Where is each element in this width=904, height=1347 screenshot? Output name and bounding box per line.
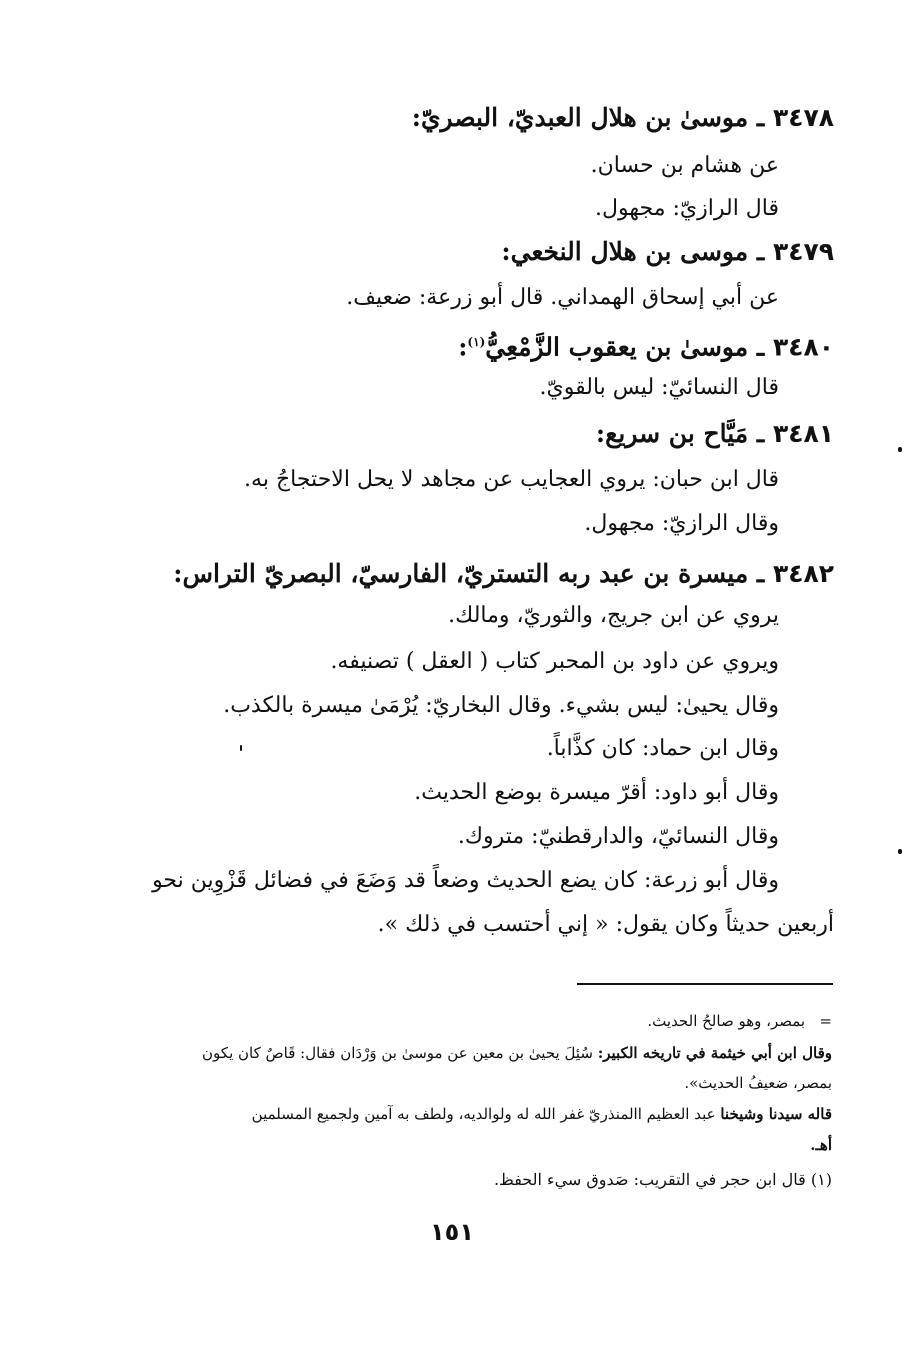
- entry-line: وقال ابن حماد: كان كذَّاباً.: [546, 736, 779, 761]
- continuation-marker: =: [819, 1012, 832, 1030]
- entry-title: ـ موسىٰ بن يعقوب الزَّمْعِيُّ: [485, 332, 765, 362]
- entry-heading: [70, 414, 834, 454]
- entry-title: ـ موسىٰ بن هلال العبديّ، البصريّ:: [411, 103, 765, 132]
- entry-heading: [70, 322, 834, 367]
- entry-number: ٣٤٨٢: [772, 559, 834, 588]
- entry-line: عن أبي إسحاق الهمداني. قال أبو زرعة: ضعيف.: [346, 285, 779, 310]
- footnote-text: عبد العظيم االمنذريّ غفر الله له ولوالديه، ولطف به آمين ولجميع المسلمين: [251, 1105, 716, 1123]
- footnote-text: سُئِلَ يحيىٰ بن معين عن موسىٰ بن وَرْدَان فقال: قَاصٌ كان يكون: [202, 1044, 593, 1062]
- scan-speck: [240, 745, 242, 751]
- entry-title-end: :: [458, 332, 468, 362]
- footnote-note-1: (١) قال ابن حجر في التقريب: صَدوق سيء الحفظ.: [493, 1170, 832, 1189]
- footnote-line: أهـ.: [810, 1136, 832, 1154]
- entry-heading: [70, 554, 834, 594]
- entry-number: ٣٤٧٩: [772, 237, 834, 266]
- entry-line: وقال الرازيّ: مجهول.: [584, 511, 779, 536]
- entry-title: ـ ميسرة بن عبد ربه التستريّ، الفارسيّ، البصريّ التراس:: [173, 559, 765, 588]
- entry-line: عن هشام بن حسان.: [590, 153, 779, 178]
- page-number: ١٥١: [430, 1218, 474, 1246]
- entry-heading: [70, 232, 834, 272]
- entry-number: ٣٤٨١: [772, 419, 834, 448]
- entry-line: يروي عن ابن جريج، والثوريّ، ومالك.: [448, 603, 779, 628]
- scan-speck: [898, 447, 902, 452]
- footnote-separator: [577, 983, 833, 985]
- entry-line: أربعين حديثاً وكان يقول: « إني أحتسب في ذلك ».: [377, 912, 834, 937]
- footnote-line: [72, 1101, 832, 1127]
- entry-line: وقال أبو داود: أقرّ ميسرة بوضع الحديث.: [414, 780, 779, 805]
- entry-line: ويروي عن داود بن المحبر كتاب ( العقل ) تصنيفه.: [330, 649, 779, 674]
- footnote-line: بمصر، ضعيفُ الحديث».: [684, 1074, 832, 1092]
- footnote-continued: [72, 1008, 832, 1034]
- entry-title: ـ موسى بن هلال النخعي:: [501, 237, 765, 266]
- entry-title: ـ مَيَّاح بن سريع:: [595, 419, 765, 448]
- footnote-line: [72, 1040, 832, 1066]
- entry-line: قال الرازيّ: مجهول.: [595, 196, 779, 221]
- entry-line: قال النسائيّ: ليس بالقويّ.: [539, 375, 779, 400]
- entry-line: قال ابن حبان: يروي العجايب عن مجاهد لا يحل الاحتجاجُ به.: [244, 467, 779, 492]
- entry-line: وقال أبو زرعة: كان يضع الحديث وضعاً قد وَضَعَ في فضائل قَزْوِين نحو: [152, 868, 779, 893]
- footnote-reference: (١): [467, 335, 486, 349]
- footnote-text: بمصر، وهو صالحُ الحديث.: [647, 1012, 806, 1030]
- footnote-bold-text: قاله سيدنا وشيخنا: [720, 1105, 832, 1123]
- entry-heading: [70, 98, 834, 138]
- entry-number: ٣٤٧٨: [772, 103, 834, 132]
- entry-line: وقال يحيىٰ: ليس بشيء. وقال البخاريّ: يُرْمَىٰ ميسرة بالكذب.: [223, 693, 779, 718]
- scan-speck: [898, 849, 902, 854]
- entry-number: ٣٤٨٠: [772, 332, 834, 362]
- footnote-bold-text: وقال ابن أبي خيثمة في تاريخه الكبير:: [597, 1044, 832, 1062]
- entry-line: وقال النسائيّ، والدارقطنيّ: متروك.: [457, 824, 779, 849]
